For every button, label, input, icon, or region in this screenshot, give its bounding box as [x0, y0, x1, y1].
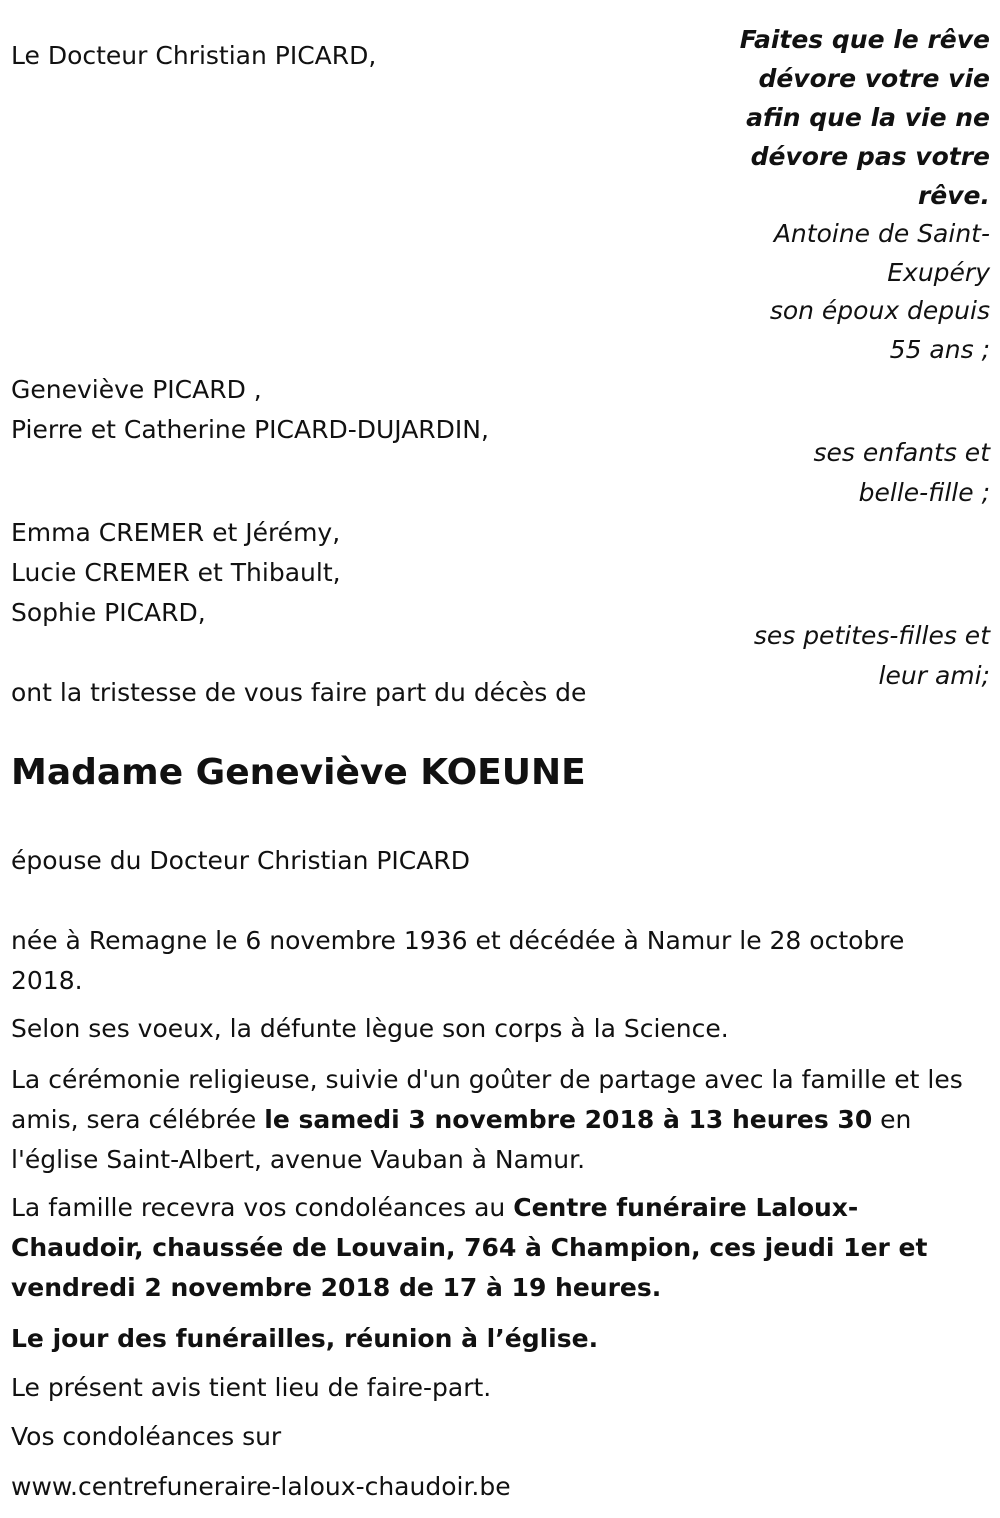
- spouse-relation-2: 55 ans ;: [889, 335, 990, 364]
- notice-paragraph: Le présent avis tient lieu de faire-part.: [11, 1373, 492, 1402]
- online-condolences-label: Vos condoléances sur: [11, 1422, 282, 1451]
- spouse-name: Le Docteur Christian PICARD,: [11, 41, 377, 70]
- quote-author-1: Antoine de Saint-: [773, 219, 990, 248]
- quote-line-5: rêve.: [917, 181, 990, 210]
- quote-line-3: afin que la vie ne: [746, 103, 990, 132]
- quote-line-4: dévore pas votre: [750, 142, 990, 171]
- quote-author-2: Exupéry: [887, 258, 990, 287]
- spouse-relation-1: son époux depuis: [769, 296, 990, 325]
- ceremony-paragraph: [11, 1060, 979, 1180]
- condolences-text: La famille recevra vos condoléances au: [11, 1193, 514, 1222]
- child-name-1: Geneviève PICARD ,: [11, 375, 262, 404]
- birth-death-paragraph: née à Remagne le 6 novembre 1936 et décédée à Namur le 28 octobre 2018.: [11, 926, 905, 995]
- child-name-2: Pierre et Catherine PICARD-DUJARDIN,: [11, 415, 489, 444]
- funeral-day-paragraph: Le jour des funérailles, réunion à l’église.: [11, 1324, 599, 1353]
- quote-line-1: Faites que le rêve: [739, 25, 990, 54]
- website-link[interactable]: www.centrefuneraire-laloux-chaudoir.be: [11, 1472, 511, 1501]
- condolences-paragraph: [11, 1188, 979, 1308]
- grandchildren-relation-1: ses petites-filles et: [753, 621, 990, 650]
- ceremony-text-1: La cérémonie religieuse, suivie d'un goûter de partage avec la famille et les amis, sera célébrée: [11, 1065, 963, 1134]
- grandchild-name-3: Sophie PICARD,: [11, 598, 206, 627]
- spouse-line: épouse du Docteur Christian PICARD: [11, 846, 470, 875]
- children-relation-1: ses enfants et: [813, 438, 990, 467]
- deceased-name: Madame Geneviève KOEUNE: [11, 752, 586, 793]
- ceremony-text-2: en l'église Saint-Albert, avenue Vauban à Namur.: [11, 1105, 912, 1174]
- grandchildren-relation-2: leur ami;: [878, 661, 990, 690]
- grandchild-name-2: Lucie CREMER et Thibault,: [11, 558, 341, 587]
- wishes-paragraph: Selon ses voeux, la défunte lègue son corps à la Science.: [11, 1014, 729, 1043]
- quote-line-2: dévore votre vie: [758, 64, 990, 93]
- condolences-details: Centre funéraire Laloux-Chaudoir, chaussée de Louvain, 764 à Champion, ces jeudi 1er et vendredi 2 novembre 2018 de 17 à 19 heures.: [11, 1193, 928, 1302]
- children-relation-2: belle-fille ;: [858, 478, 990, 507]
- announcement-text: ont la tristesse de vous faire part du décès de: [11, 678, 587, 707]
- ceremony-date: le samedi 3 novembre 2018 à 13 heures 30: [264, 1105, 873, 1134]
- grandchild-name-1: Emma CREMER et Jérémy,: [11, 518, 341, 547]
